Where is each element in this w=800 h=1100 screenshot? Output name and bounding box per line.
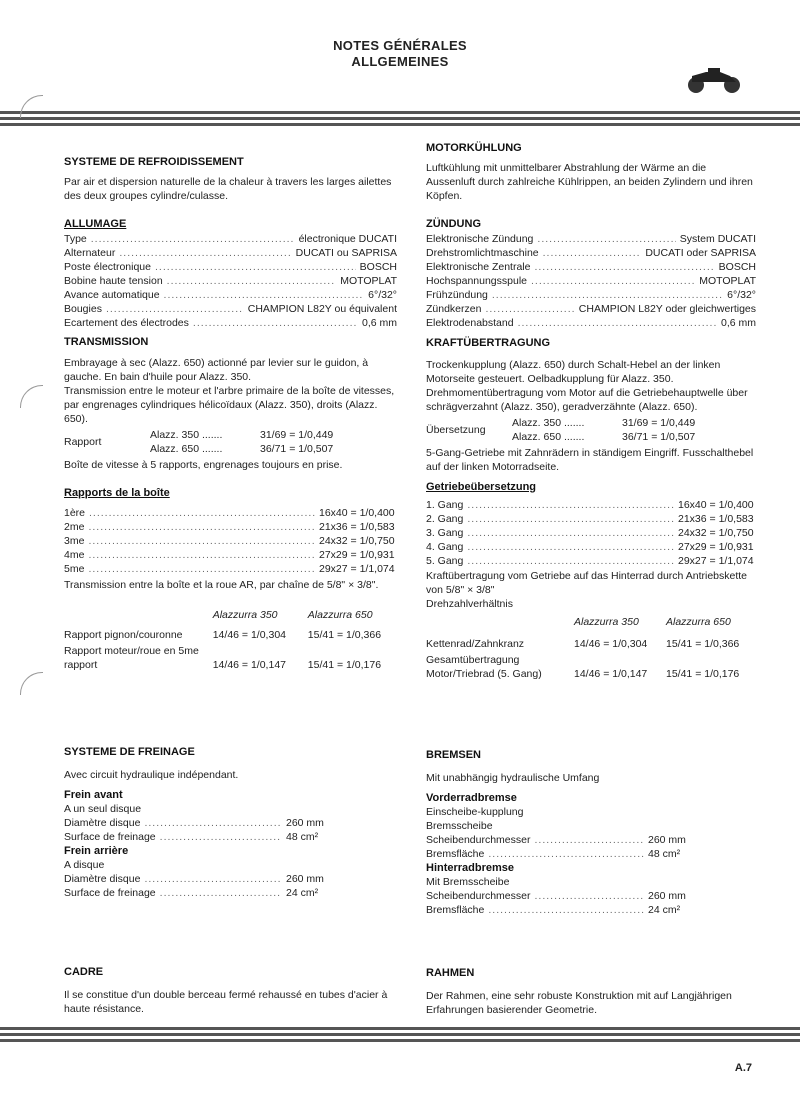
gearbox-title-de: Getriebeübersetzung <box>426 481 537 493</box>
item-value: électronique DUCATI <box>298 233 397 245</box>
margin-mark <box>20 385 43 408</box>
left-brakes <box>64 745 397 900</box>
item-value: MOTOPLAT <box>699 275 756 287</box>
rear-brake-title: Frein arrière <box>64 845 129 857</box>
list-item <box>426 498 756 512</box>
item-value: DUCATI oder SAPRISA <box>645 247 756 259</box>
list-item <box>64 260 397 274</box>
item-label: Avance automatique <box>64 289 160 301</box>
ratio-model-350: Alazz. 350 ....... <box>150 429 223 441</box>
leader-dots <box>160 830 282 844</box>
item-value: 0,6 mm <box>720 317 756 329</box>
ratio-label-de: Übersetzung <box>426 424 486 436</box>
leader-dots <box>88 562 315 576</box>
item-value: 260 mm <box>286 817 324 829</box>
leader-dots <box>467 512 674 526</box>
list-item <box>64 534 397 548</box>
list-item <box>426 260 756 274</box>
brakes-intro-de: Mit unabhängig hydraulische Umfang <box>426 772 600 784</box>
cooling-title-de: MOTORKÜHLUNG <box>426 142 522 154</box>
brakes-title-de: BREMSEN <box>426 749 482 761</box>
list-item <box>426 232 756 246</box>
cooling-text: Par air et dispersion naturelle de la chaleur à travers les larges ailettes des deux groupes cylindre/culasse. <box>64 176 392 202</box>
top-rule <box>0 111 800 129</box>
table-row: Kettenrad/Zahnkranz 14/46 = 1/0,304 15/41 = 1/0,366 <box>426 638 740 650</box>
list-item <box>426 302 756 316</box>
front-brake-list <box>64 816 364 844</box>
frame-text-de: Der Rahmen, eine sehr robuste Konstruktion mit auf Langjährigen Erfahrungen basierender Geometrie. <box>426 990 732 1016</box>
item-label: Scheibendurchmesser <box>426 890 531 902</box>
item-value: 29x27 = 1/1,074 <box>319 563 395 575</box>
item-label: 2. Gang <box>426 513 464 525</box>
item-value: 16x40 = 1/0,400 <box>319 507 395 519</box>
item-label: 5me <box>64 563 85 575</box>
leader-dots <box>119 246 291 260</box>
item-label: Bougies <box>64 303 102 315</box>
gearbox-list <box>64 506 397 576</box>
item-value: 6°/32° <box>727 289 756 301</box>
front-brake-title-de: Vorderradbremse <box>426 792 517 804</box>
list-item <box>426 526 756 540</box>
ignition-list-de <box>426 232 756 330</box>
list-item <box>64 274 397 288</box>
item-value: 24 cm² <box>286 887 319 899</box>
front-brake-title: Frein avant <box>64 789 123 801</box>
leader-dots <box>488 903 644 917</box>
item-value: BOSCH <box>718 261 756 273</box>
list-item <box>426 246 756 260</box>
ratio-heading-de: Drehzahlverhältnis <box>426 598 513 610</box>
list-item <box>64 886 364 900</box>
list-item <box>426 316 756 330</box>
list-item <box>426 903 726 917</box>
leader-dots <box>543 246 642 260</box>
list-item <box>64 562 397 576</box>
list-item <box>64 548 397 562</box>
leader-dots <box>144 872 282 886</box>
ratio-model-650-de: Alazz. 650 ....... <box>512 431 585 443</box>
list-item <box>64 316 397 330</box>
item-value: 24 cm² <box>648 904 681 916</box>
list-item <box>64 816 364 830</box>
item-value: 16x40 = 1/0,400 <box>678 499 754 511</box>
item-value: 6°/32° <box>368 289 397 301</box>
item-value: 29x27 = 1/1,074 <box>678 555 754 567</box>
list-item <box>64 288 397 302</box>
item-value: 260 mm <box>648 834 686 846</box>
leader-dots <box>89 506 315 520</box>
page-title: NOTES GÉNÉRALES <box>333 38 467 53</box>
ratio-label: Rapport <box>64 436 102 448</box>
ratio-model-650: Alazz. 650 ....... <box>150 443 223 455</box>
item-label: Frühzündung <box>426 289 488 301</box>
leader-dots <box>88 534 315 548</box>
list-item <box>426 833 726 847</box>
item-label: Surface de freinage <box>64 887 156 899</box>
item-label: 3me <box>64 535 85 547</box>
item-label: 4. Gang <box>426 541 464 553</box>
ignition-title: ALLUMAGE <box>64 218 127 230</box>
leader-dots <box>534 260 714 274</box>
ratio-value-350: 31/69 = 1/0,449 <box>260 429 334 441</box>
list-item <box>64 830 364 844</box>
margin-mark <box>20 95 43 118</box>
ratio-block <box>64 428 397 456</box>
item-value: 260 mm <box>286 873 324 885</box>
transmission-text-3-de: 5-Gang-Getriebe mit Zahnrädern in ständigem Eingriff. Fusschalthebel auf der linken Motorradseite. <box>426 447 754 473</box>
item-value: 0,6 mm <box>361 317 397 329</box>
chain-text-de: Kraftübertragung vom Getriebe auf das Hinterrad durch Antriebskette von 5/8" × 3/8" <box>426 570 748 596</box>
rear-brake-title-de: Hinterradbremse <box>426 862 515 874</box>
leader-dots <box>106 302 244 316</box>
frame-title: CADRE <box>64 966 104 978</box>
item-value: 48 cm² <box>648 848 681 860</box>
leader-dots <box>155 260 356 274</box>
leader-dots <box>167 274 337 288</box>
leader-dots <box>534 833 644 847</box>
gearbox-title: Rapports de la boîte <box>64 487 170 499</box>
item-label: Poste électronique <box>64 261 151 273</box>
item-label: 3. Gang <box>426 527 464 539</box>
list-item <box>426 847 726 861</box>
transmission-text-2: Transmission entre le moteur et l'arbre primaire de la boîte de vitesses, par engrenages cylindriques hélicoïdaux (Alazz. 350), droits (Alazz. 650). <box>64 385 395 425</box>
list-item <box>426 554 756 568</box>
list-item <box>64 246 397 260</box>
item-label: 1. Gang <box>426 499 464 511</box>
ratio-model-350-de: Alazz. 350 ....... <box>512 417 585 429</box>
leader-dots <box>467 540 674 554</box>
list-item <box>64 506 397 520</box>
transmission-text-1-de: Trockenkupplung (Alazz. 650) durch Schalt-Hebel an der linken Motorseite gesteuert. Oelbadkupplung für Alazz. 350. <box>426 359 721 385</box>
ratio-value-650: 36/71 = 1/0,507 <box>260 443 334 455</box>
item-value: DUCATI ou SAPRISA <box>295 247 397 259</box>
leader-dots <box>518 316 717 330</box>
gearbox-list-de <box>426 498 756 568</box>
ratio-value-350-de: 31/69 = 1/0,449 <box>622 417 696 429</box>
item-label: Bobine haute tension <box>64 275 163 287</box>
item-value: 24x32 = 1/0,750 <box>678 527 754 539</box>
leader-dots <box>492 288 723 302</box>
right-column <box>426 141 756 681</box>
list-item <box>426 540 756 554</box>
item-value: BOSCH <box>359 261 397 273</box>
item-label: Type <box>64 233 87 245</box>
item-label: Drehstromlichtmaschine <box>426 247 539 259</box>
item-value: 260 mm <box>648 890 686 902</box>
item-value: 48 cm² <box>286 831 319 843</box>
list-item <box>426 889 726 903</box>
ratio-table-de <box>426 615 756 681</box>
cooling-text-de: Luftkühlung mit unmittelbarer Abstrahlung der Wärme an die Aussenluft durch zahlreiche Kühlrippen, an beiden Zylindern und ihren Köpfen. <box>426 162 753 202</box>
item-label: Diamètre disque <box>64 817 141 829</box>
table-row: Rapport moteur/roue en 5me rapport 14/46 = 1/0,147 15/41 = 1/0,176 <box>64 645 382 671</box>
item-label: Hochspannungsspule <box>426 275 527 287</box>
item-label: Elektronische Zentrale <box>426 261 531 273</box>
frame-title-de: RAHMEN <box>426 967 475 979</box>
bottom-rule <box>0 1027 800 1045</box>
item-value: CHAMPION L82Y ou équivalent <box>247 303 397 315</box>
transmission-text-2-de: Drehmomentübertragung vom Motor auf die Getriebehauptwelle über schrägverzahnt (Alazz. 350), geradverzähnte (Alazz. 650). <box>426 387 748 413</box>
item-value: 24x32 = 1/0,750 <box>319 535 395 547</box>
item-value: 21x36 = 1/0,583 <box>678 513 754 525</box>
margin-mark <box>20 672 43 695</box>
item-label: 1ère <box>64 507 86 519</box>
transmission-text-1: Embrayage à sec (Alazz. 650) actionné par levier sur le guidon, à gauche. En bain d'huile pour Alazz. 350. <box>64 357 369 383</box>
page-number: A.7 <box>734 1062 752 1074</box>
item-label: Alternateur <box>64 247 116 259</box>
list-item <box>64 872 364 886</box>
col-header-650-de: Alazzurra 650 <box>666 616 731 628</box>
leader-dots <box>534 889 644 903</box>
item-label: 5. Gang <box>426 555 464 567</box>
item-value: 27x29 = 1/0,931 <box>678 541 754 553</box>
rear-brake-type-de: Mit Bremsscheibe <box>426 876 510 888</box>
item-value: System DUCATI <box>679 233 756 245</box>
item-label: Elektrodenabstand <box>426 317 514 329</box>
item-value: 21x36 = 1/0,583 <box>319 521 395 533</box>
transmission-title: TRANSMISSION <box>64 336 149 348</box>
leader-dots <box>485 302 574 316</box>
rear-brake-list-de <box>426 889 726 917</box>
item-label: Bremsfläche <box>426 848 485 860</box>
item-label: Bremsfläche <box>426 904 485 916</box>
col-header-350: Alazzurra 350 <box>212 609 278 621</box>
rear-brake-type: A disque <box>64 859 105 871</box>
item-label: Scheibendurchmesser <box>426 834 531 846</box>
item-label: Surface de freinage <box>64 831 156 843</box>
cooling-title: SYSTEME DE REFROIDISSEMENT <box>64 156 244 168</box>
front-brake-list-de <box>426 833 726 861</box>
ratio-value-650-de: 36/71 = 1/0,507 <box>622 431 696 443</box>
item-label: Diamètre disque <box>64 873 141 885</box>
leader-dots <box>160 886 282 900</box>
ratio-block-de <box>426 416 756 444</box>
item-label: Ecartement des électrodes <box>64 317 189 329</box>
chain-text: Transmission entre la boîte et la roue AR, par chaîne de 5/8" × 3/8". <box>64 579 379 591</box>
page-subtitle: ALLGEMEINES <box>351 54 449 69</box>
item-value: MOTOPLAT <box>340 275 397 287</box>
brakes-title: SYSTEME DE FREINAGE <box>64 746 195 758</box>
leader-dots <box>488 847 644 861</box>
leader-dots <box>537 232 675 246</box>
ignition-title-de: ZÜNDUNG <box>426 218 481 230</box>
list-item <box>64 520 397 534</box>
leader-dots <box>467 498 674 512</box>
leader-dots <box>144 816 282 830</box>
list-item <box>426 288 756 302</box>
item-value: 27x29 = 1/0,931 <box>319 549 395 561</box>
leader-dots <box>91 232 295 246</box>
ratio-table <box>64 608 397 672</box>
right-brakes <box>426 748 756 917</box>
rear-brake-list <box>64 872 364 900</box>
list-item <box>426 512 756 526</box>
leader-dots <box>467 554 674 568</box>
leader-dots <box>467 526 674 540</box>
right-frame <box>426 966 756 1017</box>
left-column <box>64 155 397 672</box>
left-frame <box>64 965 397 1016</box>
motorcycle-logo-icon <box>684 66 744 99</box>
leader-dots <box>193 316 358 330</box>
list-item <box>426 274 756 288</box>
item-value: CHAMPION L82Y oder gleichwertiges <box>578 303 756 315</box>
table-row: Rapport pignon/couronne 14/46 = 1/0,304 15/41 = 1/0,366 <box>64 629 382 641</box>
leader-dots <box>531 274 695 288</box>
front-brake-type-de: Einscheibe-kupplung Bremsscheibe <box>426 806 524 832</box>
table-row: Gesamtübertragung Motor/Triebrad (5. Gang) 14/46 = 1/0,147 15/41 = 1/0,176 <box>426 654 740 680</box>
transmission-text-3: Boîte de vitesse à 5 rapports, engrenages toujours en prise. <box>64 459 343 471</box>
list-item <box>64 302 397 316</box>
ignition-list <box>64 232 397 330</box>
item-label: 4me <box>64 549 85 561</box>
transmission-title-de: KRAFTÜBERTRAGUNG <box>426 337 551 349</box>
item-label: Zündkerzen <box>426 303 482 315</box>
leader-dots <box>88 520 315 534</box>
leader-dots <box>88 548 315 562</box>
frame-text: Il se constitue d'un double berceau fermé rehaussé en tubes d'acier à haute résistance. <box>64 989 388 1015</box>
col-header-650: Alazzurra 650 <box>307 609 373 621</box>
front-brake-type: A un seul disque <box>64 803 142 815</box>
brakes-intro: Avec circuit hydraulique indépendant. <box>64 769 239 781</box>
item-label: 2me <box>64 521 85 533</box>
leader-dots <box>164 288 365 302</box>
col-header-350-de: Alazzurra 350 <box>574 616 639 628</box>
item-label: Elektronische Zündung <box>426 233 534 245</box>
list-item <box>64 232 397 246</box>
